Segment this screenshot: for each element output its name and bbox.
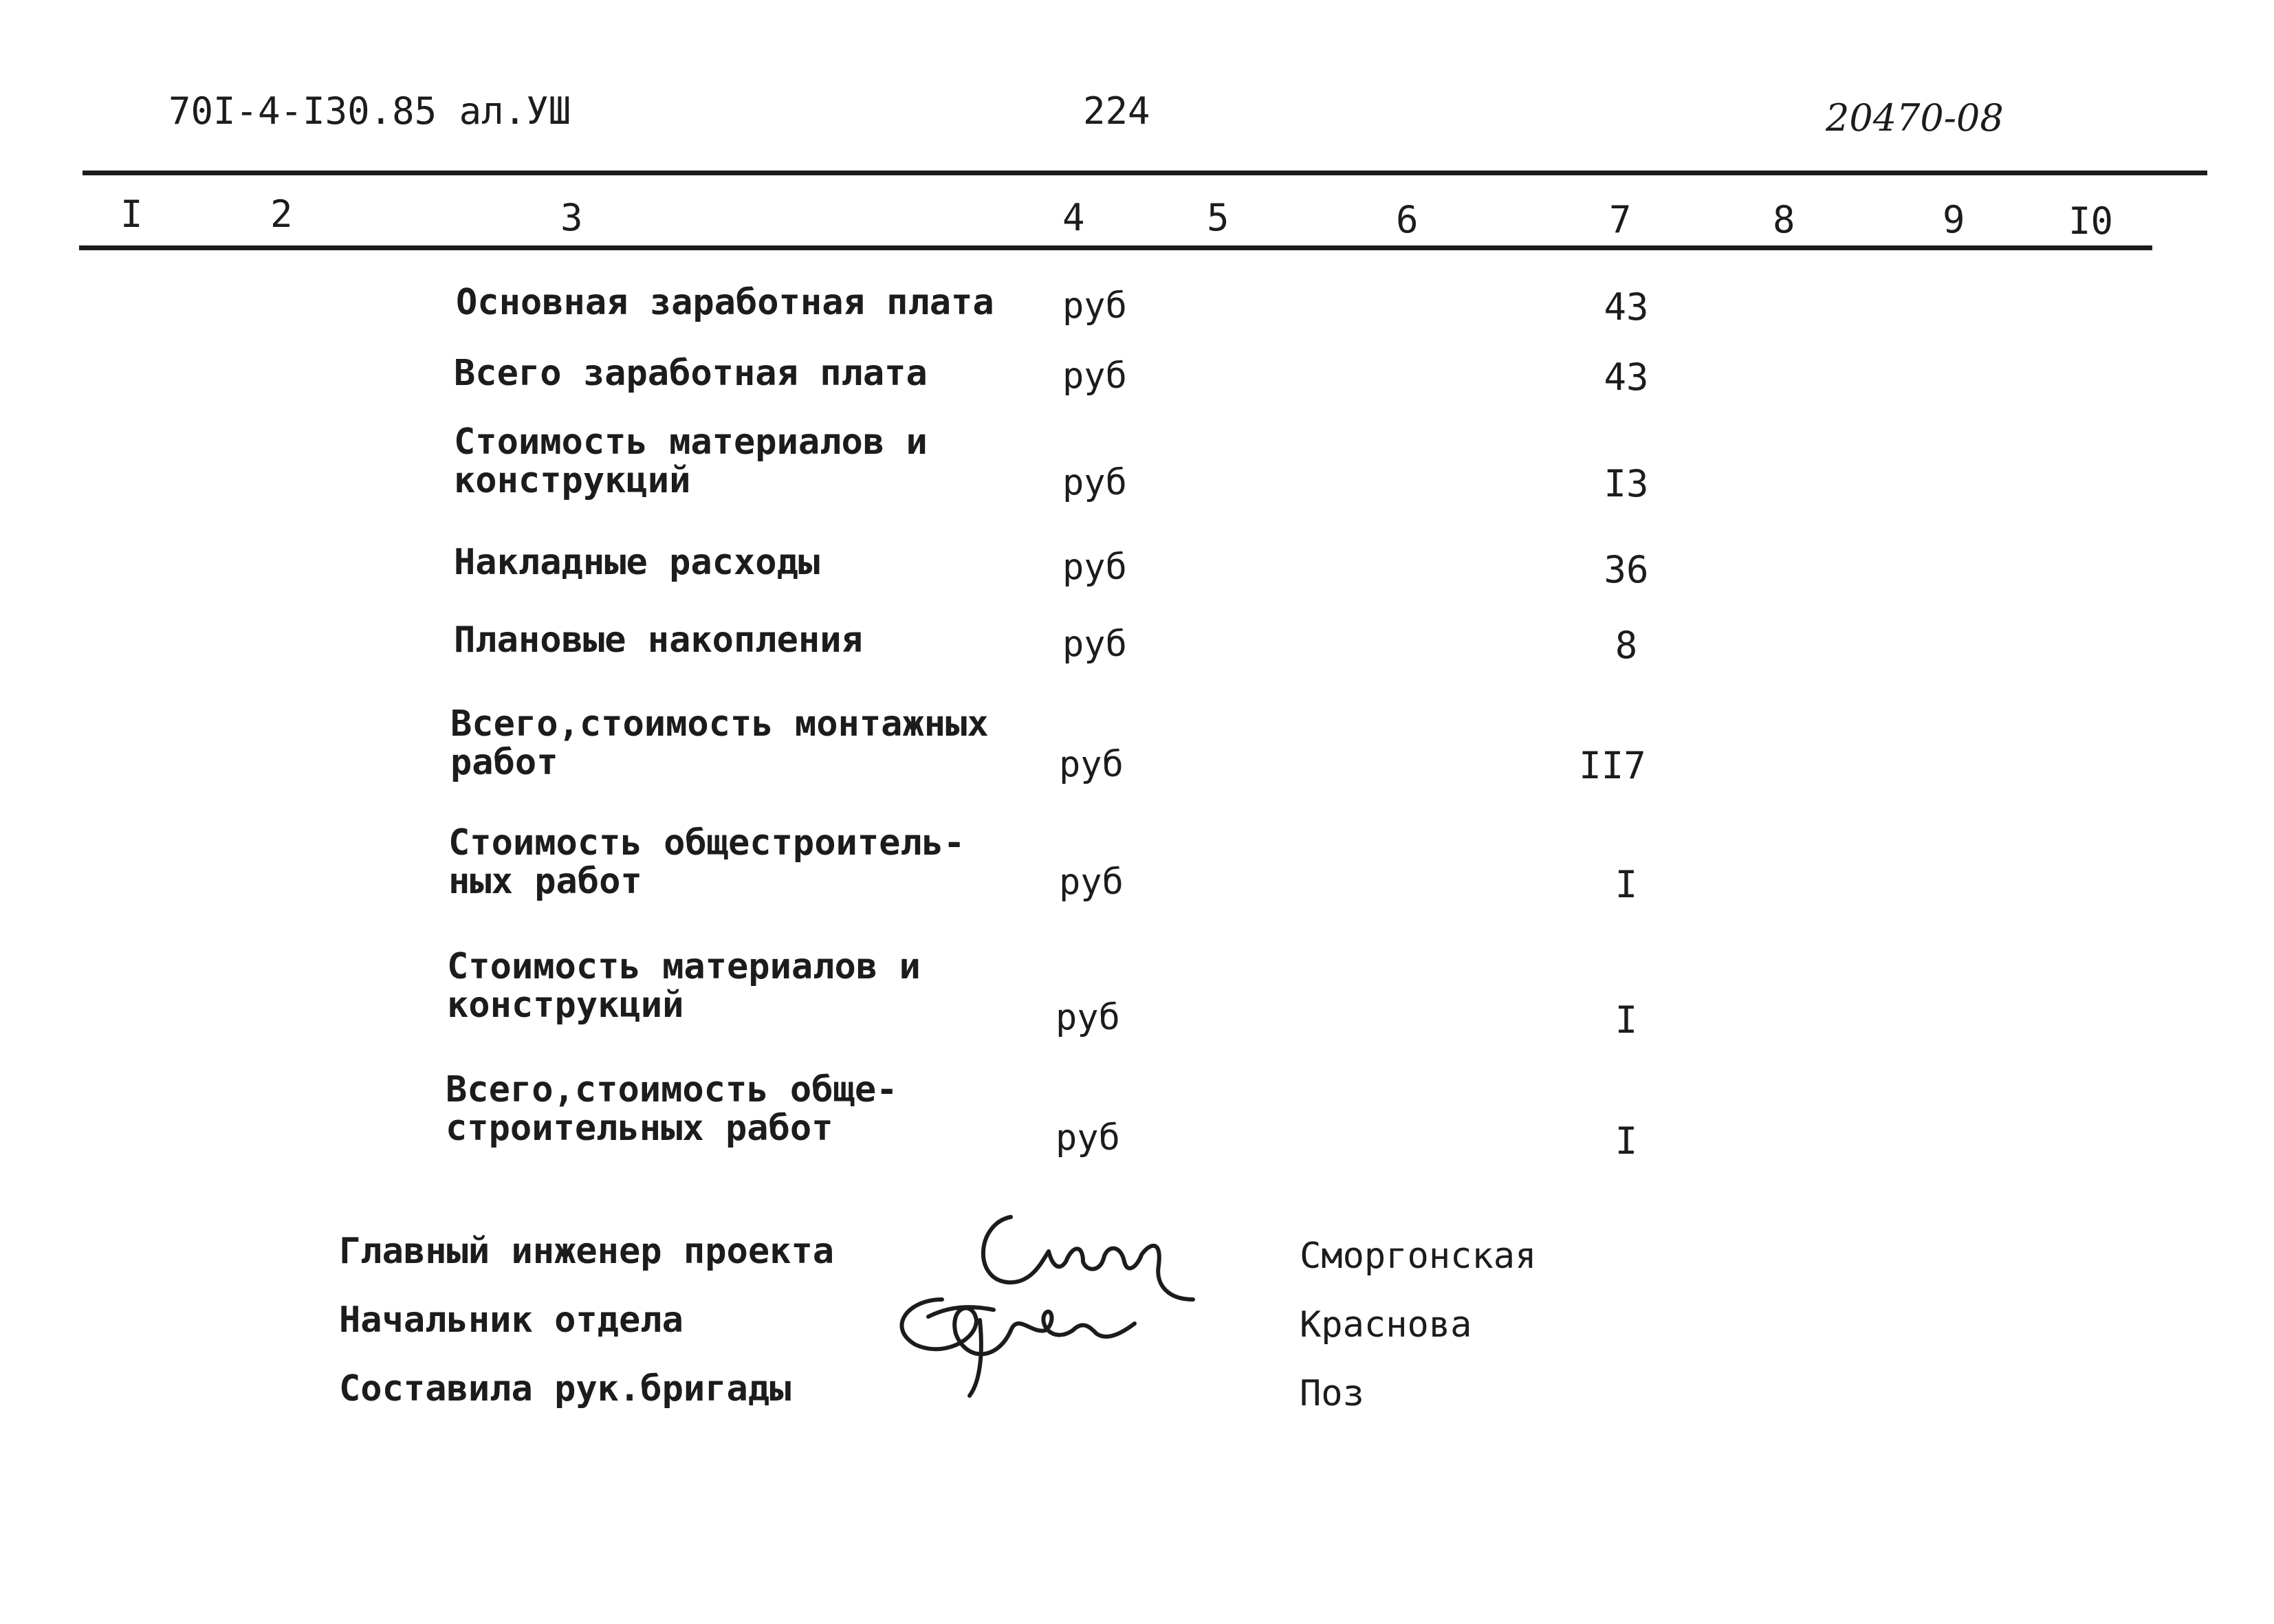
row-label: Основная заработная плата	[456, 282, 994, 323]
row-label: Стоимость материалов и конструкций	[447, 946, 921, 1026]
row-unit: руб	[1059, 862, 1124, 903]
column-number-10: I0	[2068, 199, 2114, 243]
row-value: I3	[1604, 462, 1649, 505]
row-label: Стоимость общестроитель- ных работ	[448, 822, 965, 902]
column-number-5: 5	[1207, 196, 1229, 239]
row-label: Накладные расходы	[454, 542, 820, 583]
row-unit: руб	[1059, 744, 1124, 785]
row-value: 43	[1604, 285, 1649, 329]
signature-name: Поз	[1300, 1373, 1364, 1414]
column-number-8: 8	[1773, 198, 1795, 241]
header-top-rule	[83, 171, 2207, 175]
column-number-3: 3	[560, 196, 583, 239]
row-value: I	[1615, 863, 1638, 906]
signature-role: Главный инженер проекта	[339, 1231, 835, 1272]
row-label: Всего заработная плата	[454, 353, 928, 394]
row-unit: руб	[1056, 997, 1120, 1038]
handwritten-reference: 20470-08	[1826, 96, 2004, 140]
page-number: 224	[1083, 89, 1150, 133]
row-label: Стоимость материалов и конструкций	[454, 421, 928, 501]
signature-role: Начальник отдела	[339, 1299, 684, 1341]
row-label: Плановые накопления	[454, 619, 863, 661]
row-value: 8	[1615, 624, 1638, 667]
column-number-2: 2	[270, 193, 293, 236]
document-code: 70I-4-I30.85 ал.УШ	[168, 89, 571, 133]
signature-name: Сморгонская	[1300, 1236, 1537, 1277]
row-label: Всего,стоимость обще- строительных работ	[446, 1069, 898, 1149]
row-unit: руб	[1062, 547, 1127, 588]
column-number-6: 6	[1396, 198, 1419, 241]
column-number-7: 7	[1609, 198, 1632, 241]
header-bottom-rule	[79, 245, 2152, 250]
row-unit: руб	[1062, 355, 1127, 397]
row-unit: руб	[1062, 462, 1127, 503]
column-number-1: I	[120, 193, 143, 236]
column-number-9: 9	[1943, 198, 1965, 241]
row-unit: руб	[1062, 285, 1127, 327]
row-value: 36	[1604, 548, 1649, 591]
row-value: II7	[1579, 744, 1646, 787]
row-value: I	[1615, 1119, 1638, 1163]
row-unit: руб	[1056, 1117, 1120, 1159]
row-label: Всего,стоимость монтажных работ	[450, 703, 989, 783]
row-value: I	[1615, 998, 1638, 1042]
signature-name: Краснова	[1300, 1304, 1472, 1346]
column-number-4: 4	[1062, 196, 1085, 239]
row-value: 43	[1604, 355, 1649, 399]
handwritten-signatures	[846, 1196, 1217, 1403]
signature-role: Составила рук.бригады	[339, 1368, 791, 1409]
row-unit: руб	[1062, 624, 1127, 665]
